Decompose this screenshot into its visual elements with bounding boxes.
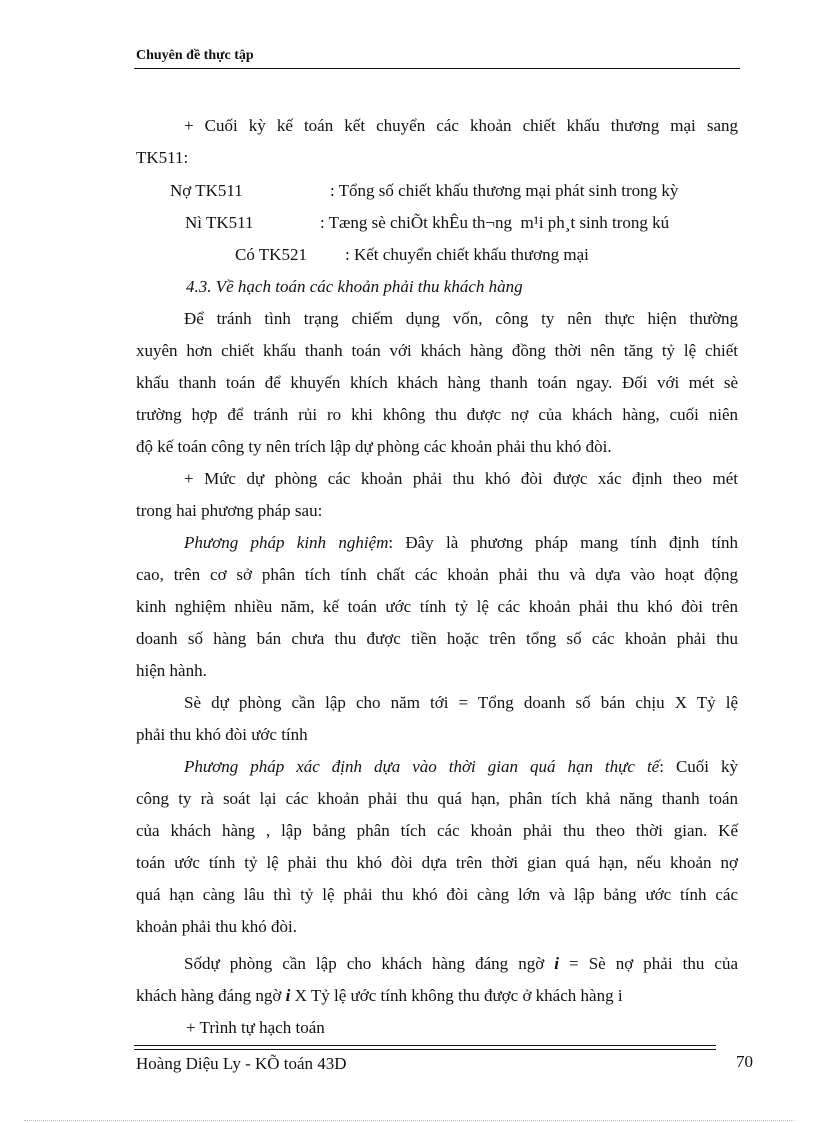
entry-ni-account: Nì TK511 <box>185 213 254 232</box>
paragraph-line: phải thu khó đòi ước tính <box>136 725 308 744</box>
paragraph-line: của khách hàng , lập bảng phân tích các khoản phải thu theo thời gian. Kế <box>136 821 738 840</box>
page-edge-divider <box>24 1120 794 1121</box>
paragraph-line: + Trình tự hạch toán <box>186 1018 325 1037</box>
paragraph-line: khấu thanh toán để khuyến khích khách hàng thanh toán ngay. Đối với mét sè <box>136 373 738 392</box>
page-number: 70 <box>736 1052 753 1071</box>
entry-debit-account: Nợ TK511 <box>170 181 243 200</box>
entry-debit-description: : Tổng số chiết khấu thương mại phát sinh trong kỳ <box>330 181 679 200</box>
paragraph-line: hiện hành. <box>136 661 207 680</box>
paragraph-line: Sè dự phòng cần lập cho năm tới = Tổng doanh số bán chịu X Tỷ lệ <box>184 693 738 712</box>
entry-ni-description: : Tæng sè chiÕt khÊu th¬ng m¹i ph¸t sinh trong kú <box>320 213 670 232</box>
paragraph-line: + Mức dự phòng các khoản phải thu khó đòi được xác định theo mét <box>184 469 738 488</box>
footer-rule-top <box>134 1045 716 1046</box>
paragraph-line: độ kế toán công ty nên trích lập dự phòng các khoản phải thu khó đòi. <box>136 437 612 456</box>
paragraph-line: Sốdự phòng cần lập cho khách hàng đáng ngờ i = Sè nợ phải thu của <box>184 954 738 973</box>
footer-rule-bottom <box>134 1049 716 1050</box>
paragraph-line: Phương pháp xác định dựa vào thời gian quá hạn thực tế: Cuối kỳ <box>184 757 738 776</box>
header-rule <box>134 68 740 69</box>
paragraph-line: xuyên hơn chiết khấu thanh toán với khách hàng đồng thời nên tăng tỷ lệ chiết <box>136 341 738 360</box>
paragraph-line: công ty rà soát lại các khoản phải thu quá hạn, phân tích khả năng thanh toán <box>136 789 738 808</box>
paragraph-line: doanh số hàng bán chưa thu được tiền hoặc trên tổng số các khoản phải thu <box>136 629 738 648</box>
paragraph-line: Để tránh tình trạng chiếm dụng vốn, công ty nên thực hiện thường <box>184 309 738 328</box>
paragraph-line: khách hàng đáng ngờ i X Tỷ lệ ước tính không thu được ở khách hàng i <box>136 986 623 1005</box>
paragraph-line: trong hai phương pháp sau: <box>136 501 323 520</box>
paragraph-line: kinh nghiệm nhiều năm, kế toán ước tính tỷ lệ các khoản phải thu khó đòi trên <box>136 597 738 616</box>
paragraph-line: quá hạn càng lâu thì tỷ lệ phải thu khó đòi càng lớn và lập bảng ước tính các <box>136 885 738 904</box>
footer-author: Hoàng Diệu Ly - KÕ toán 43D <box>136 1054 347 1073</box>
paragraph-line: TK511: <box>136 148 189 167</box>
paragraph-line: + Cuối kỳ kế toán kết chuyển các khoản chiết khấu thương mại sang <box>184 116 738 135</box>
entry-credit-description: : Kết chuyển chiết khấu thương mại <box>345 245 589 264</box>
section-heading: 4.3. Về hạch toán các khoản phải thu khách hàng <box>186 277 523 296</box>
header-title: Chuyên đề thực tập <box>136 48 254 63</box>
paragraph-line: trường hợp để tránh rủi ro khi không thu được nợ của khách hàng, cuối niên <box>136 405 738 424</box>
entry-credit-account: Có TK521 <box>235 245 307 264</box>
paragraph-line: toán ước tính tỷ lệ phải thu khó đòi dựa trên thời gian quá hạn, nếu khoản nợ <box>136 853 738 872</box>
paragraph-line: Phương pháp kinh nghiệm: Đây là phương pháp mang tính định tính <box>184 533 739 552</box>
paragraph-line: cao, trên cơ sở phân tích tính chất các khoản phải thu và dựa vào hoạt động <box>136 565 738 584</box>
paragraph-line: khoản phải thu khó đòi. <box>136 917 298 936</box>
